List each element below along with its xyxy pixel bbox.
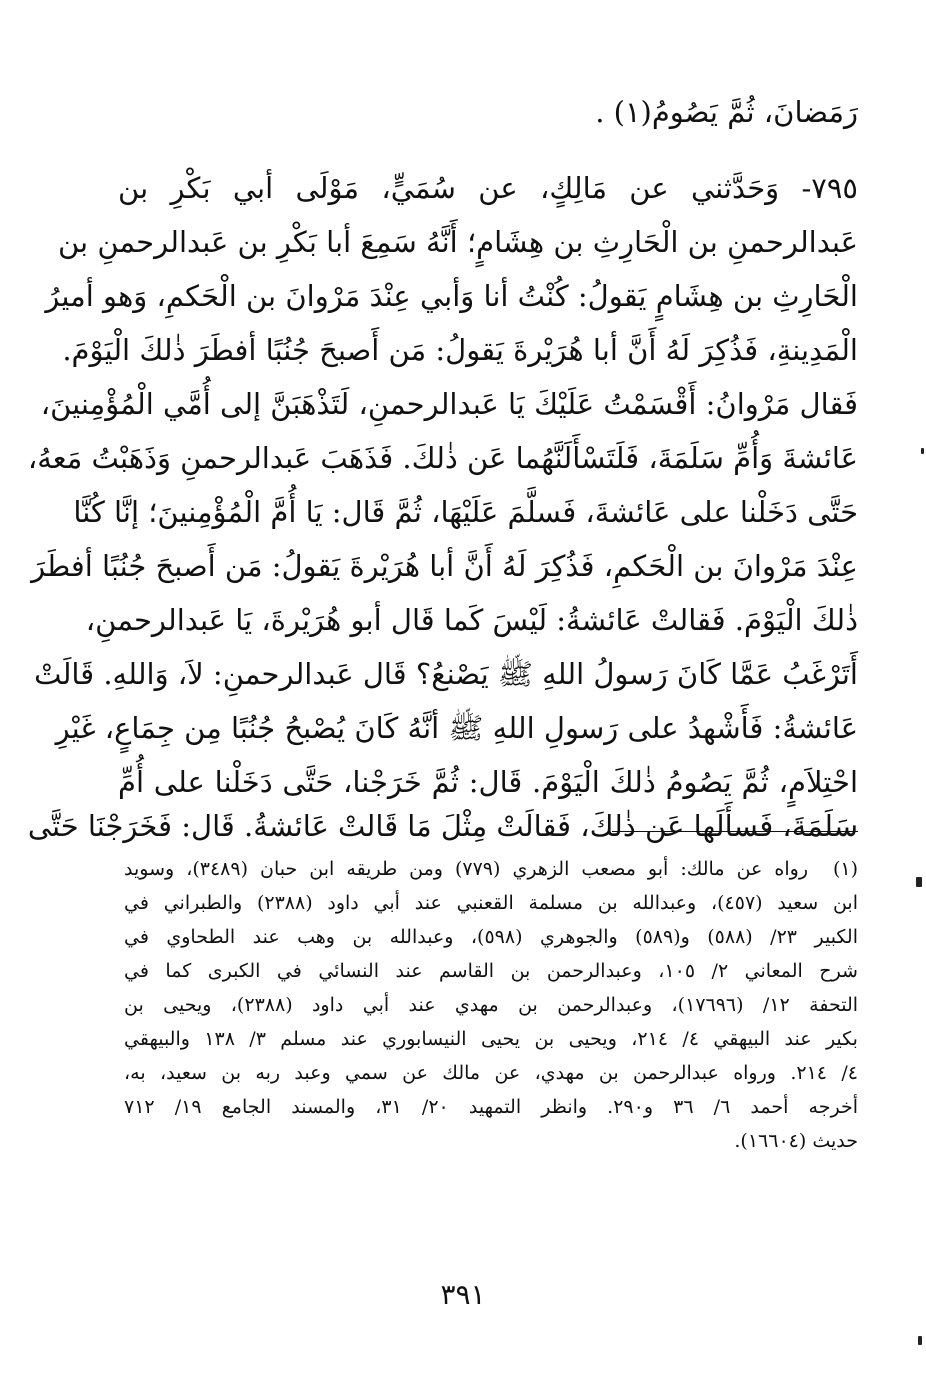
text-line: حَتَّى دَخَلْنا على عَائشةَ، فَسلَّمَ عَلَيْهَا، ثُمَّ قَال: يَا أُمَّ الْمُؤْمِنينَ؛ إنَّا كُنَّا	[73, 495, 858, 529]
text-line: الْمَدِينةِ، فَذُكِرَ لَهُ أَنَّ أبا هُرَيْرةَ يَقولُ: مَن أَصبحَ جُنُبًا أفطَرَ ذٰلكَ الْيَوْمَ.	[62, 333, 858, 367]
text-line: عَائشةُ: فَأَشْهدُ على رَسولِ اللهِ ﷺ أنَّهُ كَانَ يُصْبحُ جُنُبًا مِن جِمَاعٍ، غَيْرِ	[55, 711, 858, 745]
footnote-line: ٤/ ٢١٤. ورواه عبدالرحمن بن مهدي، عن مالك عن سمي وعبد ربه بن سعيد، به،	[124, 1062, 858, 1084]
text-line: سَلَمَةَ، فَسأَلَها عَن ذٰلكَ، فَقالَتْ مِثْلَ مَا قَالتْ عَائشةُ. قَال: فَخَرَجْنَا حَتَّى	[27, 809, 858, 843]
text-line: ذٰلكَ الْيَوْمَ. فَقالتْ عَائشةُ: لَيْسَ كَما قَال أبو هُرَيْرةَ، يَا عَبدالرحمنِ،	[85, 603, 858, 637]
footnote-line: حديث (١٦٦٠٤).	[734, 1130, 858, 1152]
footnote-line: الكبير ٢٣/ (٥٨٨) و(٥٨٩) والجوهري (٥٩٨)، وعبدالله بن وهب عند الطحاوي في	[124, 926, 858, 948]
footnote-separator	[612, 831, 858, 832]
scan-mark	[921, 448, 924, 454]
footnote-marker: (١)	[832, 858, 858, 880]
text-line: ٧٩٥- وَحَدَّثني عن مَالِكٍ، عن سُمَيٍّ، مَوْلَى أبي بَكْرِ بن	[118, 171, 858, 205]
footnote-line: التحفة ١٢/ (١٧٦٩٦)، وعبدالرحمن بن مهدي عند أبي داود (٢٣٨٨)، ويحيى بن	[124, 994, 859, 1016]
scan-mark	[916, 877, 922, 887]
footnote-line: شرح المعاني ٢/ ١٠٥، وعبدالرحمن بن القاسم عند النسائي في الكبرى كما في	[124, 960, 858, 982]
text-line: أَتَرْغَبُ عَمَّا كَانَ رَسولُ اللهِ ﷺ يَصْنعُ؟ قَال عَبدالرحمنِ: لاَ، وَاللهِ. قَالَتْ	[34, 657, 858, 691]
text-line: احْتِلاَمٍ، ثُمَّ يَصُومُ ذٰلكَ الْيَوْمَ. قَال: ثُمَّ خَرَجْنا، حَتَّى دَخَلْنا على أُمِّ	[118, 765, 858, 799]
footnote-line: ابن سعيد (٤٥٧)، وعبدالله بن مسلمة القعنبي عند أبي داود (٢٣٨٨) والطبراني في	[124, 892, 858, 914]
text-line: عِنْدَ مَرْوانَ بن الْحَكمِ، فَذُكِرَ لَهُ أَنَّ أبا هُرَيْرةَ يَقولُ: مَن أَصبحَ جُنُبًا أفطَرَ	[31, 549, 858, 583]
text-line: الْحَارِثِ بن هِشَامٍ يَقولُ: كُنْتُ أنا وَأبي عِنْدَ مَرْوانَ بن الْحَكمِ، وَهو أميرُ	[45, 279, 858, 313]
scan-mark	[918, 1336, 922, 1345]
text-line: رَمَضانَ، ثُمَّ يَصُومُ(١) .	[595, 95, 858, 129]
footnote-line: بكير عند البيهقي ٤/ ٢١٤، ويحيى بن يحيى النيسابوري عند مسلم ٣/ ١٣٨ والبيهقي	[124, 1028, 858, 1050]
text-line: عَبدالرحمنِ بن الْحَارِثِ بن هِشَامٍ؛ أَنَّهُ سَمِعَ أبا بَكْرِ بن عَبدالرحمنِ بن	[57, 225, 858, 259]
text-line: فَقال مَرْوانُ: أَقْسَمْتُ عَلَيْكَ يَا عَبدالرحمنِ، لَتَذْهَبَنَّ إلى أُمَّي الْمُؤْمِنينَ،	[40, 387, 858, 421]
footnote-line: أخرجه أحمد ٦/ ٣٦ و٢٩٠. وانظر التمهيد ٢٠/ ٣١، والمسند الجامع ١٩/ ٧١٢	[124, 1096, 858, 1118]
page-number: ٣٩١	[440, 1278, 486, 1311]
footnote-line: رواه عن مالك: أبو مصعب الزهري (٧٧٩) ومن طريقه ابن حبان (٣٤٨٩)، وسويد	[124, 858, 808, 880]
text-line: عَائشةَ وَأُمِّ سَلَمَةَ، فَلَتَسْأَلَنَّهُما عَن ذٰلكَ. فَذَهَبَ عَبدالرحمنِ وَذَهَبْتُ مَعهُ،	[27, 441, 858, 475]
